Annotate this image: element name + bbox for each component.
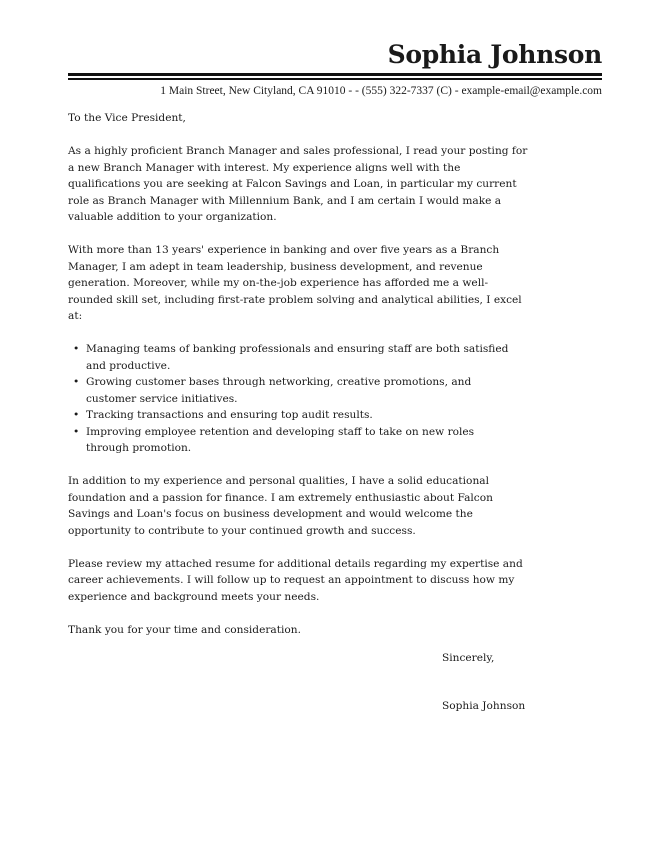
header-rule [68, 78, 602, 80]
text-line: valuable addition to your organization. [68, 211, 277, 223]
text-line: • Managing teams of banking professionals and ensuring staff are both satisfied [86, 343, 509, 355]
letter-body [68, 110, 527, 715]
text-line: qualifications you are seeking at Falcon Savings and Loan, in particular my current [68, 178, 517, 190]
text-line: • Growing customer bases through networking, creative promotions, and [86, 376, 472, 388]
paragraph [68, 473, 527, 539]
text-line: Manager, I am adept in team leadership, business development, and revenue [68, 260, 483, 273]
text-line: • Improving employee retention and developing staff to take on new roles [86, 425, 475, 438]
text-line: at: [68, 310, 83, 322]
text-line: In addition to my experience and personal qualities, I have a solid educational [68, 475, 489, 487]
text-line: Please review my attached resume for additional details regarding my expertise and [68, 557, 523, 570]
text-line: career achievements. I will follow up to request an appointment to discuss how my [68, 574, 515, 586]
text-line: • Tracking transactions and ensuring top audit results. [86, 409, 373, 421]
text-line: opportunity to contribute to your continued growth and success. [68, 524, 416, 537]
bullet-item [68, 407, 527, 424]
text-line: customer service initiatives. [86, 392, 238, 405]
text-line: generation. Moreover, while my on-the-job experience has afforded me a well- [68, 277, 489, 289]
body-paragraphs [68, 143, 527, 325]
text-line: rounded skill set, including first-rate problem solving and analytical abilities, I excel [68, 293, 522, 306]
bullet-item [68, 341, 527, 374]
text-line: experience and background meets your needs. [68, 590, 320, 603]
signature: Sophia Johnson [442, 700, 526, 712]
body-paragraphs [68, 473, 527, 605]
contact-info: 1 Main Street, New Cityland, CA 91010 - - (555) 322-7337 (C) - example-email@example.com [160, 85, 602, 97]
text-line: and productive. [86, 359, 171, 372]
text-line: role as Branch Manager with Millennium Bank, and I am certain I would make a [68, 194, 502, 207]
text-line: foundation and a passion for finance. I am extremely enthusiastic about Falcon [68, 491, 493, 504]
text-line: a new Branch Manager with interest. My experience aligns well with the [68, 161, 461, 174]
header-rule [68, 73, 602, 76]
text-line: As a highly proficient Branch Manager and sales professional, I read your posting for [68, 145, 528, 157]
text-line: With more than 13 years' experience in banking and over five years as a Branch [68, 244, 500, 256]
paragraph [68, 143, 527, 226]
bullet-item [68, 424, 527, 457]
thanks-line: Thank you for your time and consideration. [68, 623, 301, 636]
paragraph [68, 242, 527, 325]
bullet-list [68, 341, 527, 457]
sender-name: Sophia Johnson [387, 40, 602, 69]
bullet-item [68, 374, 527, 407]
text-line: Savings and Loan's focus on business development and would welcome the [68, 508, 473, 520]
paragraph [68, 556, 527, 606]
text-line: through promotion. [86, 442, 192, 454]
salutation: To the Vice President, [68, 112, 186, 124]
closing: Sincerely, [442, 651, 495, 664]
